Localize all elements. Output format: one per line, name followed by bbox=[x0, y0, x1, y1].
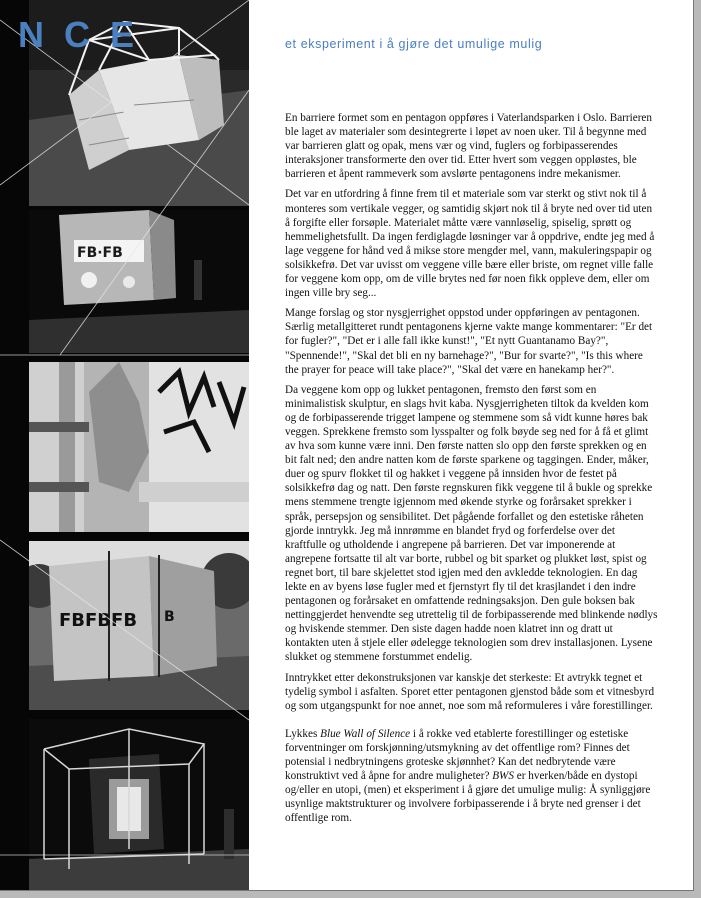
page-subtitle: et eksperiment i å gjøre det umulige mulig bbox=[285, 37, 543, 51]
svg-text:B: B bbox=[164, 609, 175, 625]
photo-strip bbox=[0, 0, 249, 890]
final-mid: i å rokke ved etablerte forestillinger og estetiske forventninger om forskjønning/utsmykning av det offentlige rom? Finnes det potensial i nedbrytningens groteske skjønnhet? Kan det nedbrytende være konstruktivt ved å åpne for andre muligheter? bbox=[285, 727, 630, 783]
final-lead: Lykkes bbox=[285, 727, 321, 740]
article-body bbox=[285, 111, 658, 832]
title-fragment: N C E bbox=[18, 14, 135, 55]
final-tail: er hverken/både en dystopi og/eller en utopi, (men) et eksperiment i å gjøre det umulige mulig: Å synliggjøre usynlige maktstrukturer og involvere forbipasserende i å bryte ned grenser i det offentlige rom. bbox=[285, 770, 651, 825]
work-title: Blue Wall of Silence bbox=[320, 727, 411, 740]
graffiti-wall-closeup-photo bbox=[29, 362, 249, 532]
paragraph: En barriere formet som en pentagon oppføres i Vaterlandsparken i Oslo. Barrieren ble laget av materialer som desintegrerte i løpet av noen uker. Til å begynne med var barrieren glatt og opak, mens vær og vind, fuglers og forbipasserendes interaksjoner transformerte den over tid. Etter hvert som veggen oppløstes, ble barrieren et åpent rammeverk som avslørte pentagonens indre mekanismer. bbox=[285, 112, 652, 181]
pentagon-park-photo bbox=[29, 541, 249, 710]
lit-pentagon-photo bbox=[29, 210, 249, 353]
work-abbreviation: BWS bbox=[492, 770, 514, 783]
paragraph: Det var en utfordring å finne frem til et materiale som var sterkt og stivt nok til å monteres som vertikale vegger, og samtidig skjørt nok til å bryte ned over tid uten å forgifte eller forsøple. Materialet måtte være vannløselig, spiselig, sprøtt og hemmelighetsfullt. Da ingen ferdiglagde løsninger var å oppdrive, endte jeg med å lage veggene for hånd ved å mikse store mengder mel, vann, makuleringspapir og solsikkefrø. Det var uvisst om veggene ville bære eller briste, om regnet ville falle for veggene kom opp, om de ville brytes ned før noen fikk oppleve dem, eller om ingen ville bry seg... bbox=[285, 188, 655, 300]
paragraph: Inntrykket etter dekonstruksjonen var kanskje det sterkeste: Et avtrykk tegnet et tydelig symbol i asfalten. Sporet etter pentagonen gjenstod både som et vitnesbyrd og som utgangspunkt for noe annet, noe som må reformuleres i våre forestillinger. bbox=[285, 671, 655, 712]
paragraph-final bbox=[285, 727, 658, 826]
skeleton-pentagon-photo bbox=[29, 719, 249, 890]
paragraph: Mange forslag og stor nysgjerrighet oppstod under oppføringen av pentagonen. Særlig metallgitteret rundt pentagonens kjerne vakte mange kommentarer: "Er det for fugler?", "Det er i alle fall ikke kunst!", "Et nytt Guantanamo Bay?", "Spennende!", "Skal det bli en ny barnehage?", "Bur for svarte?", "Is this where the prayer for peace will take place?", "Skal det være en hanekamp her?". bbox=[285, 307, 653, 376]
svg-text:FB·FB: FB·FB bbox=[77, 245, 123, 261]
svg-text:FBFBFB: FBFBFB bbox=[59, 610, 138, 631]
paragraph: Da veggene kom opp og lukket pentagonen, fremsto den først som en minimalistisk skulptur, en slags hvit kaba. Nysgjerrigheten tiltok da kvelden kom og de forbipasserende trigget lampene og stemmene som så vidt kunne høres bak veggen. Sprekkene fremsto som lysspalter og folk bøyde seg ned for å få et glimt av hva som kunne være inni. Den første natten slo opp den første sprekken og en bit falt ned; den andre natten kom de første sparkene og taggingen. Ender, måker, duer og spurv flokket til og hakket i veggene på innsiden hvor de festet på solsikkefrø dag og natt. Den første regnskuren fikk veggene til å bukle og sprekke mens stemmene trengte igjennom med økende styrke og forårsaket sprekker i språk, persepsjon og sensibilitet. Det pågående forfallet og den estetiske råheten gjorde inntrykk. Jeg må innrømme en blandet fryd og forferdelse over det kraftfulle og utholdende i angrepene på barrieren. Det var imponerende at angrepene fortsatte til alt var borte, rubbel og bit sparket og plukket løst, spist og regnet bort, til bare skjelettet stod igjen med den avkledde teknologien. En dag lekte en av byens løse fugler med et fjernstyrt fly til det krasjlandet i den indre pentagonen og forårsaket en omfattende redningsaksjon. Den gule boksen bak nettinggjerdet henvendte seg utrettelig til de forbipasserende med blinkende nødlys og hviskende stemmer. Den siste dagen hadde noen klatret inn og dratt ut kontakten uten å stjele eller ødelegge teknologien som drev installasjonen. Lysene slukket og stemmene forstummet endelig. bbox=[285, 383, 658, 664]
